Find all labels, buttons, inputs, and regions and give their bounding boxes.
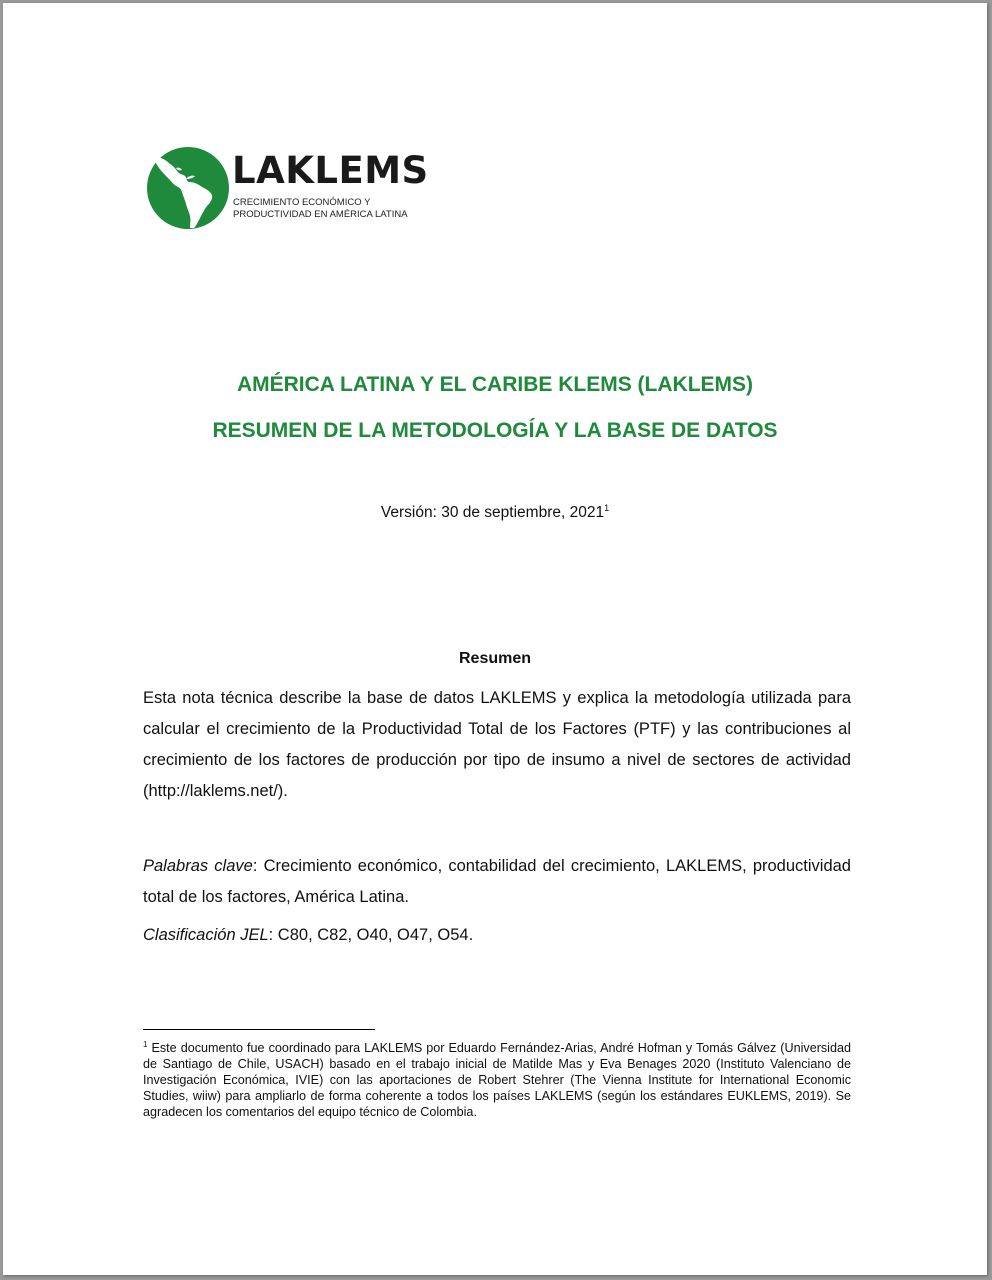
logo-wordmark: LAKLEMS	[232, 149, 429, 192]
footnote-mark: 1	[143, 1040, 148, 1049]
footnote-separator	[143, 1029, 375, 1030]
logo-tagline-line2: PRODUCTIVIDAD EN AMÉRICA LATINA	[233, 209, 408, 220]
keywords-text: : Crecimiento económico, contabilidad del crecimiento, LAKLEMS, productividad total de los factores, América Latina.	[143, 857, 851, 906]
logo-tagline	[233, 197, 408, 221]
document-title-line2: RESUMEN DE LA METODOLOGÍA Y LA BASE DE DATOS	[212, 419, 778, 442]
logo-tagline-line1: CRECIMIENTO ECONÓMICO Y	[233, 197, 371, 208]
document-title-line1: AMÉRICA LATINA Y EL CARIBE KLEMS (LAKLEMS)	[236, 373, 754, 396]
footnote-text: Este documento fue coordinado para LAKLEMS por Eduardo Fernández-Arias, André Hofman y Tomás Gálvez (Universidad de Santiago de Chile, USACH) basado en el trabajo inicial de Matilde Mas y Eva Benages 2020 (Instituto Valenciano de Investigación Económica, IVIE) con las aportaciones de Robert Stehrer (The Vienna Institute for International Economic Studies, wiiw) para ampliarlo de forma coherente a todos los países LAKLEMS (según los estándares EUKLEMS, 2019). Se agradecen los comentarios del equipo técnico de Colombia.	[143, 1041, 851, 1120]
abstract-text: Esta nota técnica describe la base de datos LAKLEMS y explica la metodología utilizada para calcular el crecimiento de la Productividad Total de los Factores (PTF) y las contribuciones al crecimiento de los factores de producción por tipo de insumo a nivel de sectores de actividad (http://laklems.net/).	[143, 689, 851, 800]
jel-paragraph	[143, 920, 851, 951]
version-text: Versión: 30 de septiembre, 2021	[380, 504, 605, 522]
abstract-heading: Resumen	[458, 650, 532, 667]
version-date	[3, 503, 987, 522]
jel-label: Clasificación JEL	[143, 926, 269, 944]
jel-text: : C80, C82, O40, O47, O54.	[268, 926, 474, 944]
document-page	[3, 3, 987, 1275]
footnote	[143, 1037, 851, 1120]
version-footnote-mark: 1	[604, 503, 610, 513]
laklems-logo	[146, 146, 446, 236]
keywords-paragraph	[143, 851, 851, 913]
keywords-label: Palabras clave	[143, 857, 253, 875]
latin-america-map-icon	[146, 146, 230, 230]
